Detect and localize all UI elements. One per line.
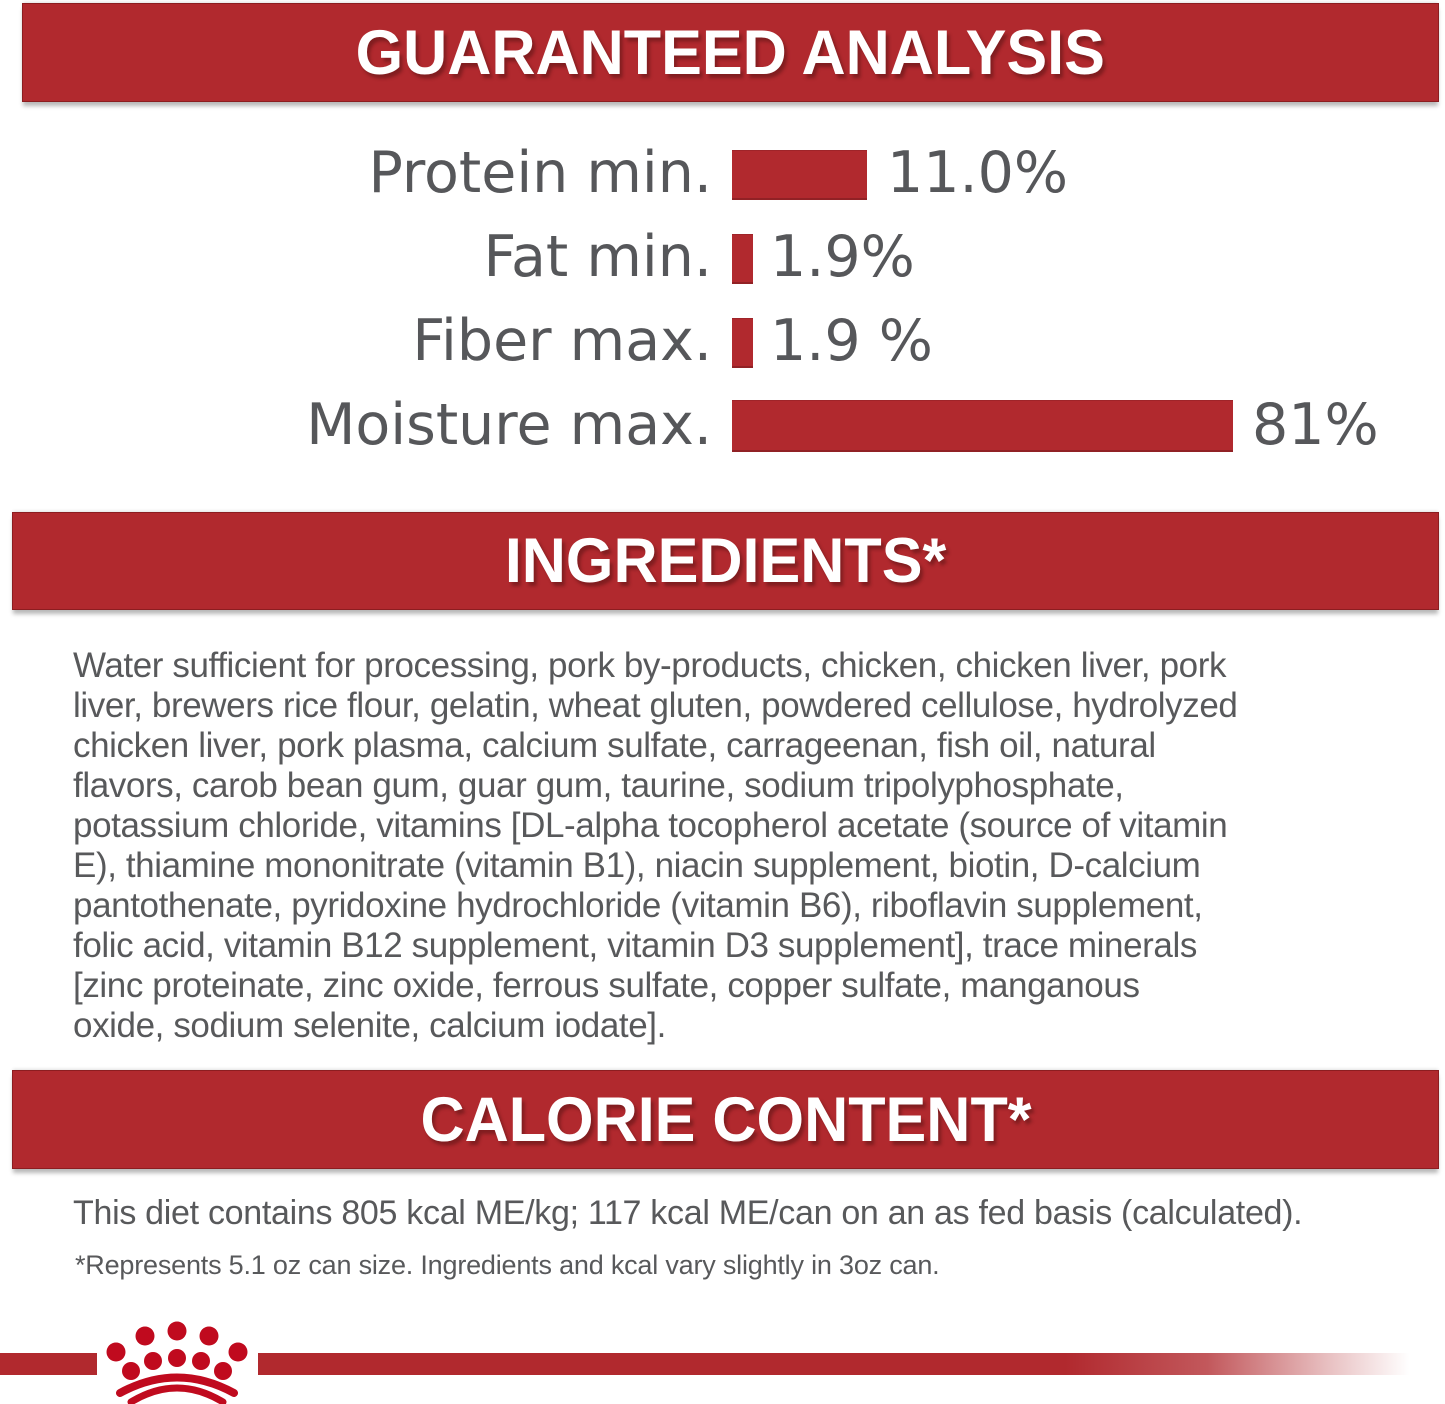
- ingredients-title: INGREDIENTS*: [504, 526, 947, 596]
- nutrient-label-protein: Protein min.: [368, 140, 712, 206]
- nutrient-label-moisture: Moisture max.: [306, 392, 712, 458]
- footer-bar-left-segment: [0, 1353, 97, 1375]
- calorie-footnote: *Represents 5.1 oz can size. Ingredients and kcal vary slightly in 3oz can.: [75, 1250, 940, 1280]
- guaranteed-analysis-banner: [22, 3, 1439, 102]
- ingredient-line: [zinc proteinate, zinc oxide, ferrous sulfate, copper sulfate, manganous: [73, 966, 1140, 1005]
- ingredients-text: [73, 646, 1403, 1046]
- ingredient-line: oxide, sodium selenite, calcium iodate].: [73, 1006, 666, 1045]
- nutrient-value-moisture: 81%: [1252, 392, 1379, 458]
- guaranteed-analysis-title: GUARANTEED ANALYSIS: [355, 17, 1106, 88]
- ingredient-line: folic acid, vitamin B12 supplement, vitamin D3 supplement], trace minerals: [73, 926, 1197, 965]
- ingredient-line: chicken liver, pork plasma, calcium sulfate, carrageenan, fish oil, natural: [73, 726, 1156, 765]
- ingredient-line: potassium chloride, vitamins [DL-alpha tocopherol acetate (source of vitamin: [73, 806, 1228, 845]
- ingredient-line: liver, brewers rice flour, gelatin, wheat gluten, powdered cellulose, hydrolyzed: [73, 686, 1238, 725]
- calorie-content-text: This diet contains 805 kcal ME/kg; 117 kcal ME/can on an as fed basis (calculated).: [73, 1194, 1303, 1232]
- calorie-content-title: CALORIE CONTENT*: [419, 1084, 1032, 1155]
- nutrient-bar-fiber: [732, 318, 753, 368]
- nutrient-value-protein: 11.0%: [887, 140, 1069, 206]
- ingredient-line: Water sufficient for processing, pork by-products, chicken, chicken liver, pork: [73, 646, 1227, 685]
- nutrient-label-fiber: Fiber max.: [412, 308, 712, 374]
- calorie-content-banner: [12, 1070, 1439, 1169]
- nutrient-bar-moisture: [732, 400, 1233, 452]
- nutrient-bar-fat: [732, 234, 753, 284]
- ingredient-line: pantothenate, pyridoxine hydrochloride (vitamin B6), riboflavin supplement,: [73, 886, 1203, 925]
- nutrient-bar-protein: [732, 150, 867, 200]
- nutrient-value-fat: 1.9%: [770, 224, 915, 290]
- ingredient-line: E), thiamine mononitrate (vitamin B1), niacin supplement, biotin, D-calcium: [73, 846, 1201, 885]
- royal-canin-crown-icon: [95, 1316, 260, 1404]
- ingredients-banner: [12, 512, 1439, 610]
- footer-bar-right-segment: [258, 1353, 1445, 1375]
- ingredient-line: flavors, carob bean gum, guar gum, taurine, sodium tripolyphosphate,: [73, 766, 1124, 805]
- nutrient-label-fat: Fat min.: [483, 224, 712, 290]
- nutrient-value-fiber: 1.9 %: [770, 308, 933, 374]
